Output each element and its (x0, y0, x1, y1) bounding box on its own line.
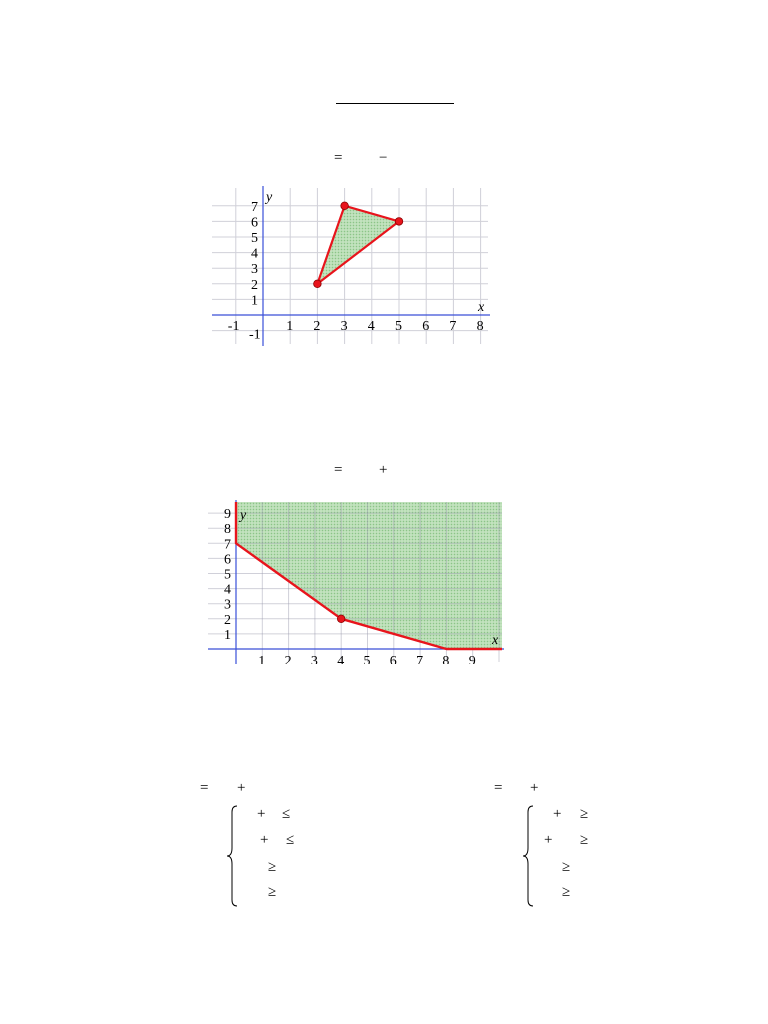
x-tick-label: 3 (310, 654, 318, 664)
x-tick-label: 6 (422, 319, 430, 334)
p1-minus-sign: − (379, 150, 388, 166)
p3-left-c2-plus: + (260, 832, 269, 848)
p3-right-c4-geq: ≥ (562, 884, 571, 900)
feasible-region-graph-2 (208, 500, 506, 664)
y-tick-label: 5 (224, 567, 231, 583)
p3-left-system (200, 776, 330, 912)
x-tick-label: 9 (468, 654, 476, 664)
y-tick-label: 9 (224, 507, 231, 523)
x-tick-label: 8 (442, 654, 450, 664)
p3-right-c1-geq: ≥ (580, 806, 589, 822)
x-tick-label: 4 (367, 319, 375, 334)
x-tick-label: 4 (337, 654, 345, 664)
vertex-point (337, 615, 345, 623)
x-axis-label: x (478, 300, 485, 315)
y-tick-label: 3 (224, 597, 231, 613)
y-axis-label: y (266, 190, 273, 205)
y-tick-label: 2 (251, 277, 258, 293)
p3-right-c2-geq: ≥ (580, 832, 589, 848)
p2-plus-sign: + (379, 462, 388, 478)
y-tick-label: 1 (224, 627, 231, 643)
x-tick-label: 8 (476, 319, 484, 334)
x-tick-label: 1 (258, 654, 266, 664)
y-tick-label: 4 (224, 582, 231, 598)
p3-left-c3-geq: ≥ (268, 859, 277, 875)
y-tick-label: 8 (224, 522, 231, 538)
x-tick-label: 1 (286, 319, 294, 334)
x-tick-label: 6 (389, 654, 397, 664)
p3-left-equals: = (200, 780, 209, 796)
y-tick-label: 3 (251, 262, 258, 278)
title-underline (336, 103, 454, 104)
p3-left-c1-plus: + (257, 806, 266, 822)
p3-right-brace-icon (522, 804, 536, 908)
p3-right-c3-geq: ≥ (562, 859, 571, 875)
x-tick-label: 7 (416, 654, 424, 664)
x-tick-label: -1 (227, 319, 240, 334)
p3-right-plus: + (530, 780, 539, 796)
p3-right-system (494, 776, 624, 912)
p3-left-c4-geq: ≥ (268, 884, 277, 900)
x-tick-label: 5 (395, 319, 402, 334)
p3-left-c1-leq: ≤ (282, 806, 291, 822)
p3-right-equals: = (494, 780, 503, 796)
x-tick-label: 2 (313, 319, 321, 334)
x-tick-label: 5 (363, 654, 371, 664)
p3-right-c2-plus: + (544, 832, 553, 848)
y-axis-label: y (240, 508, 247, 523)
y-tick-label: -1 (249, 327, 261, 343)
p3-left-plus: + (237, 780, 246, 796)
y-tick-label: 6 (224, 552, 231, 568)
y-tick-label: 6 (251, 215, 258, 231)
y-tick-label: 7 (224, 537, 231, 553)
y-tick-label: 2 (224, 612, 231, 628)
x-axis-label: x (492, 633, 499, 648)
vertex-point (314, 280, 322, 288)
y-tick-label: 7 (251, 199, 258, 215)
vertex-point (341, 202, 349, 210)
p3-right-c1-plus: + (553, 806, 562, 822)
feasible-region-graph-1 (212, 186, 490, 346)
feasible-triangle (317, 206, 399, 284)
x-tick-label: 3 (340, 319, 348, 334)
y-tick-label: 1 (251, 293, 258, 309)
p3-left-c2-leq: ≤ (286, 832, 295, 848)
p1-equals-sign: = (334, 150, 343, 166)
y-tick-label: 5 (251, 231, 258, 246)
vertex-point (395, 218, 403, 226)
x-tick-label: 7 (449, 319, 457, 334)
y-tick-label: 4 (251, 246, 258, 262)
x-tick-label: 2 (284, 654, 292, 664)
p3-left-brace-icon (226, 804, 240, 908)
p2-equals-sign: = (334, 462, 343, 478)
